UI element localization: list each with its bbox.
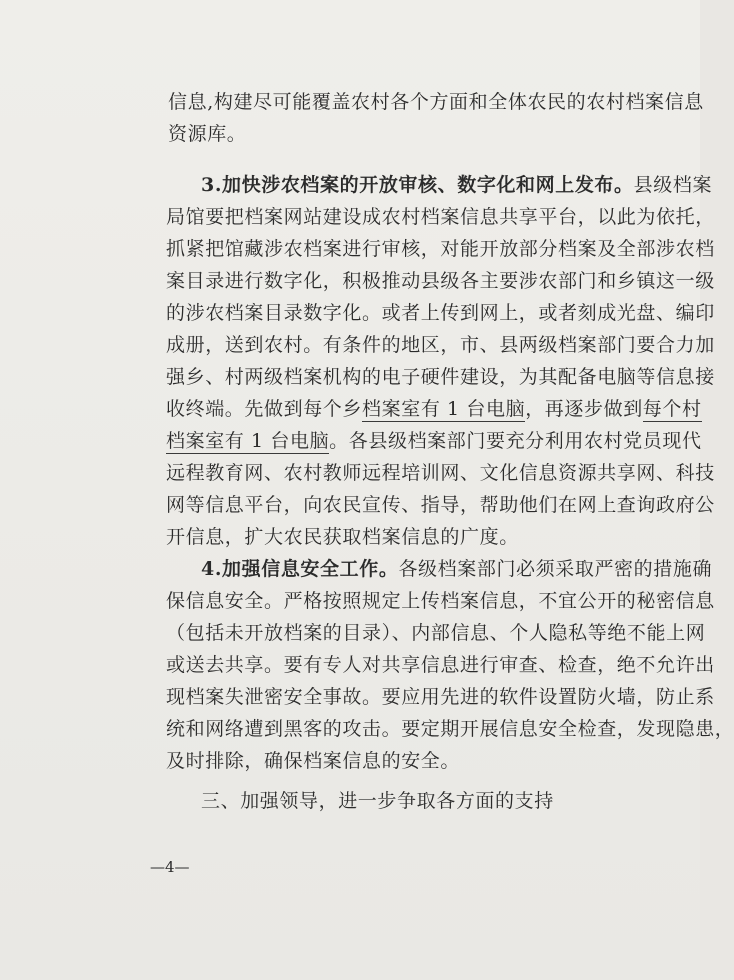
text-line-5: 抓紧把馆藏涉农档案进行审核，对能开放部分档案及全部涉农档 (166, 238, 715, 260)
text-line-19: 现档案失泄密安全事故。要应用先进的软件设置防火墙，防止系 (166, 686, 715, 708)
text-line-2: 资源库。 (168, 123, 247, 145)
text-line-1: 信息,构建尽可能覆盖农村各个方面和全体农民的农村档案信息 (168, 91, 704, 113)
section-heading-three: 三、加强领导，进一步争取各方面的支持 (201, 790, 554, 812)
underlined-phrase: 每个村 (642, 398, 702, 420)
text-line-14: 开信息，扩大农民获取档案信息的广度。 (166, 526, 519, 548)
page-number: —4— (150, 858, 190, 876)
heading-4-paragraph-line: 4.加强信息安全工作。各级档案部门必须采取严密的措施确 (201, 558, 713, 580)
text-line-12: 远程教育网、农村教师远程培训网、文化信息资源共享网、科技 (166, 462, 715, 484)
text-line-16: 保信息安全。严格按照规定上传档案信息，不宜公开的秘密信息 (166, 590, 715, 612)
text-line-8: 成册，送到农村。有条件的地区，市、县两级档案部门要合力加 (166, 334, 715, 356)
text-line-7: 的涉农档案目录数字化。或者上传到网上，或者刻成光盘、编印 (166, 302, 715, 324)
text-line-9: 强乡、村两级档案机构的电子硬件建设，为其配备电脑等信息接 (166, 366, 715, 388)
section-heading-3: 3.加快涉农档案的开放审核、数字化和网上发布。 (201, 174, 634, 196)
text-line-10: 收终端。先做到每个乡档案室有 1 台电脑，再逐步做到每个村 (166, 398, 702, 420)
text-line-20: 统和网络遭到黑客的攻击。要定期开展信息安全检查，发现隐患， (166, 718, 734, 740)
underlined-phrase: 档案室有 1 台电脑 (166, 430, 330, 452)
text-line-11: 档案室有 1 台电脑。各县级档案部门要充分利用农村党员现代 (166, 430, 702, 452)
section-heading-4: 4.加强信息安全工作。 (201, 558, 399, 580)
text-line-13: 网等信息平台，向农民宣传、指导，帮助他们在网上查询政府公 (166, 494, 715, 516)
text-line-21: 及时排除，确保档案信息的安全。 (166, 750, 461, 772)
text-line-4: 局馆要把档案网站建设成农村档案信息共享平台，以此为依托， (166, 206, 715, 228)
text-line-17: （包括未开放档案的目录）、内部信息、个人隐私等绝不能上网 (166, 622, 706, 644)
text-line-6: 案目录进行数字化，积极推动县级各主要涉农部门和乡镇这一级 (166, 270, 715, 292)
underlined-phrase: 档案室有 1 台电脑 (362, 398, 526, 420)
heading-3-paragraph-line: 3.加快涉农档案的开放审核、数字化和网上发布。县级档案 (201, 174, 713, 196)
text-line-18: 或送去共享。要有专人对共享信息进行审查、检查，绝不允许出 (166, 654, 715, 676)
